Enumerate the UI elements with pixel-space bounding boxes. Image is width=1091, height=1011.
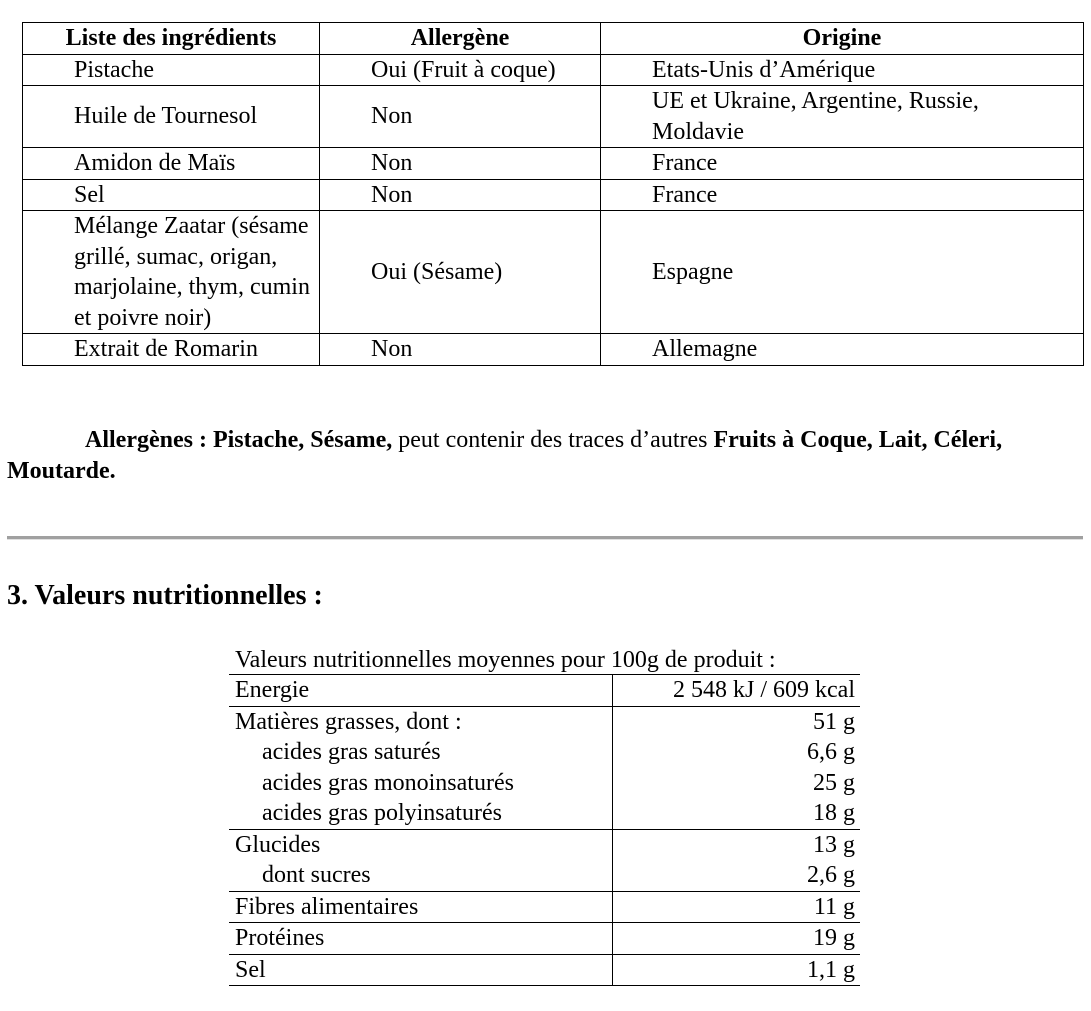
nutrient-label: acides gras monoinsaturés [262,769,514,796]
horizontal-separator [7,536,1083,540]
nutrient-value: 18 g [612,798,860,829]
nutrient-label: Fibres alimentaires [229,891,612,923]
nutrient-label: Energie [229,675,612,706]
table-row [229,891,860,923]
nutrient-value: 6,6 g [612,737,860,768]
ingredients-table [22,22,1084,366]
table-row [229,768,860,799]
ingredient-cell: Extrait de Romarin [23,334,320,366]
ingredient-cell: Huile de Tournesol [23,86,320,148]
allergens-label: Allergènes : [85,427,207,453]
nutrient-value: 51 g [612,706,860,737]
table-row [229,829,860,860]
origin-cell: France [601,148,1084,180]
nutrient-label: dont sucres [229,860,612,891]
origin-cell: UE et Ukraine, Argentine, Russie, Moldavie [601,86,1084,148]
header-allergen: Allergène [320,23,601,55]
nutrient-value: 19 g [612,923,860,955]
allergen-cell: Non [320,148,601,180]
table-row [23,86,1084,148]
table-row [23,54,1084,86]
table-row [229,675,860,706]
allergen-cell: Non [320,179,601,211]
allergens-list: Pistache, Sésame, [212,427,393,453]
nutrient-value: 13 g [612,829,860,860]
allergen-cell: Oui (Fruit à coque) [320,54,601,86]
ingredients-header-row [23,23,1084,55]
nutrient-label: acides gras saturés [262,739,441,765]
table-row [23,211,1084,334]
table-row [229,923,860,955]
table-row [229,860,860,891]
table-row [229,954,860,986]
nutrient-label: Protéines [229,923,612,955]
header-origin: Origine [601,23,1084,55]
allergen-cell: Oui (Sésame) [320,211,601,334]
nutrient-label: Sel [229,954,612,986]
nutrition-table [229,646,860,986]
table-row [23,334,1084,366]
allergen-cell: Non [320,334,601,366]
section-heading: 3. Valeurs nutritionnelles : [7,580,323,611]
table-row [229,706,860,737]
nutrient-label: Glucides [235,831,321,858]
traces-text: peut contenir des traces d’autres [398,427,708,453]
header-ingredients: Liste des ingrédients [23,23,320,55]
ingredient-cell: Pistache [23,54,320,86]
nutrient-value: 2,6 g [612,860,860,891]
ingredient-cell: Amidon de Maïs [23,148,320,180]
allergen-cell: Non [320,86,601,148]
ingredient-cell: Mélange Zaatar (sésame grillé, sumac, origan, marjolaine, thym, cumin et poivre noir) [23,211,320,334]
origin-cell: France [601,179,1084,211]
table-row [229,737,860,768]
origin-cell: Allemagne [601,334,1084,366]
nutrient-label: acides gras polyinsaturés [229,798,612,829]
origin-cell: Etats-Unis d’Amérique [601,54,1084,86]
nutrient-value: 1,1 g [612,954,860,986]
allergens-note [7,425,1082,487]
table-row [23,179,1084,211]
origin-cell: Espagne [601,211,1084,334]
nutrient-value: 2 548 kJ / 609 kcal [612,675,860,706]
nutrient-label: Matières grasses, dont : [235,708,462,735]
traces-list: Fruits à Coque, Lait, Céleri, Moutarde. [7,427,1003,484]
ingredient-cell: Sel [23,179,320,211]
table-row [229,798,860,829]
nutrient-value: 11 g [612,891,860,923]
table-row [23,148,1084,180]
nutrition-caption: Valeurs nutritionnelles moyennes pour 100g de produit : [229,646,860,675]
nutrient-value: 25 g [612,768,860,799]
